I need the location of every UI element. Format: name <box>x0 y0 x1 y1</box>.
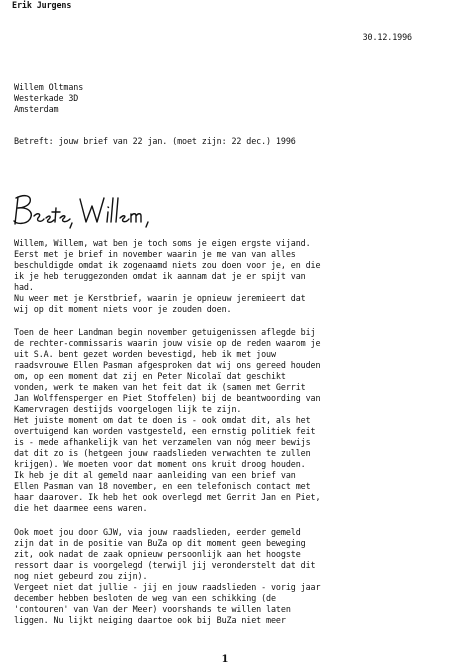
body-line: had. <box>14 282 34 292</box>
body-line: Ik heb je dit al gemeld naar aanleiding van een brief van <box>14 470 296 480</box>
body-line: beschuldigde omdat ik zogenaamd niets zou doen voor je, en die <box>14 260 321 270</box>
body-line: om, op een moment dat zij en Peter Nicolaï dat geschikt <box>14 371 286 381</box>
body-line: zijn dat in de positie van BuZa op dit moment geen beweging <box>14 538 306 548</box>
recipient-street: Westerkade 3D <box>14 93 79 103</box>
body-line: dat dit zo is (hetgeen jouw raadslieden verwachten te zullen <box>14 448 311 458</box>
body-line: vonden, werk te maken van het feit dat ik (samen met Gerrit <box>14 382 306 392</box>
body-line: krijgen). We moeten voor dat moment ons kruit droog houden. <box>14 459 306 469</box>
body-line: Nu weer met je Kerstbrief, waarin je opnieuw jeremieert dat <box>14 293 306 303</box>
body-line: Willem, Willem, wat ben je toch soms je eigen ergste vijand. <box>14 238 311 248</box>
body-line: is - mede afhankelijk van het verzamelen van nóg meer bewijs <box>14 437 311 447</box>
body-line: ressort daar is voorgelegd (terwijl jij veronderstelt dat dit <box>14 560 316 570</box>
recipient-name: Willem Oltmans <box>14 82 84 92</box>
body-line: Ook moet jou door GJW, via jouw raadslieden, eerder gemeld <box>14 527 301 537</box>
subject-line: Betreft: jouw brief van 22 jan. (moet zijn: 22 dec.) 1996 <box>14 136 296 146</box>
handwritten-salutation <box>10 190 180 230</box>
body-line: uit S.A. bent gezet worden bevestigd, heb ik met jouw <box>14 349 276 359</box>
body-line: zit, ook nadat de zaak opnieuw persoonlijk aan het hoogste <box>14 549 301 559</box>
body-line: 'contouren' van Van der Meer) voorshands te willen laten <box>14 604 291 614</box>
page-number: 1 <box>221 654 229 665</box>
body-line: december hebben besloten de weg van een schikking (de <box>14 593 276 603</box>
body-line: Eerst met je brief in november waarin je me van van alles <box>14 249 296 259</box>
body-line: Jan Wolffensperger en Piet Stoffelen) bij de beantwoording van <box>14 393 321 403</box>
body-line: Toen de heer Landman begin november getuigenissen aflegde bij <box>14 327 316 337</box>
recipient-city: Amsterdam <box>14 104 59 114</box>
body-line: wij op dit moment niets voor je zouden doen. <box>14 304 232 314</box>
body-line: haar daarover. Ik heb het ook overlegd met Gerrit Jan en Piet, <box>14 492 321 502</box>
body-line: Vergeet niet dat jullie - jij en jouw raadslieden - vorig jaar <box>14 582 321 592</box>
body-line: nog niet gebeurd zou zijn). <box>14 571 148 581</box>
body-line: de rechter-commissaris waarin jouw visie op de reden waarom je <box>14 338 321 348</box>
body-line: die het daarmee eens waren. <box>14 503 148 513</box>
letter-date: 30.12.1996 <box>362 32 412 42</box>
body-line: Het juiste moment om dat te doen is - ook omdat dit, als het <box>14 415 311 425</box>
body-line: liggen. Nu lijkt neiging daartoe ook bij BuZa niet meer <box>14 615 286 625</box>
body-line: overtuigend kan worden vastgesteld, een ernstig politiek feit <box>14 426 316 436</box>
body-line: Kamervragen destijds voorgelogen lijk te zijn. <box>14 404 242 414</box>
sender-name: Erik Jurgens <box>12 0 72 10</box>
body-line: ik je heb teruggezonden omdat ik aannam dat je er spijt van <box>14 271 306 281</box>
body-line: raadsvrouwe Ellen Pasman afgesproken dat wij ons gereed houden <box>14 360 321 370</box>
body-line: Ellen Pasman van 18 november, en een telefonisch contact met <box>14 481 311 491</box>
